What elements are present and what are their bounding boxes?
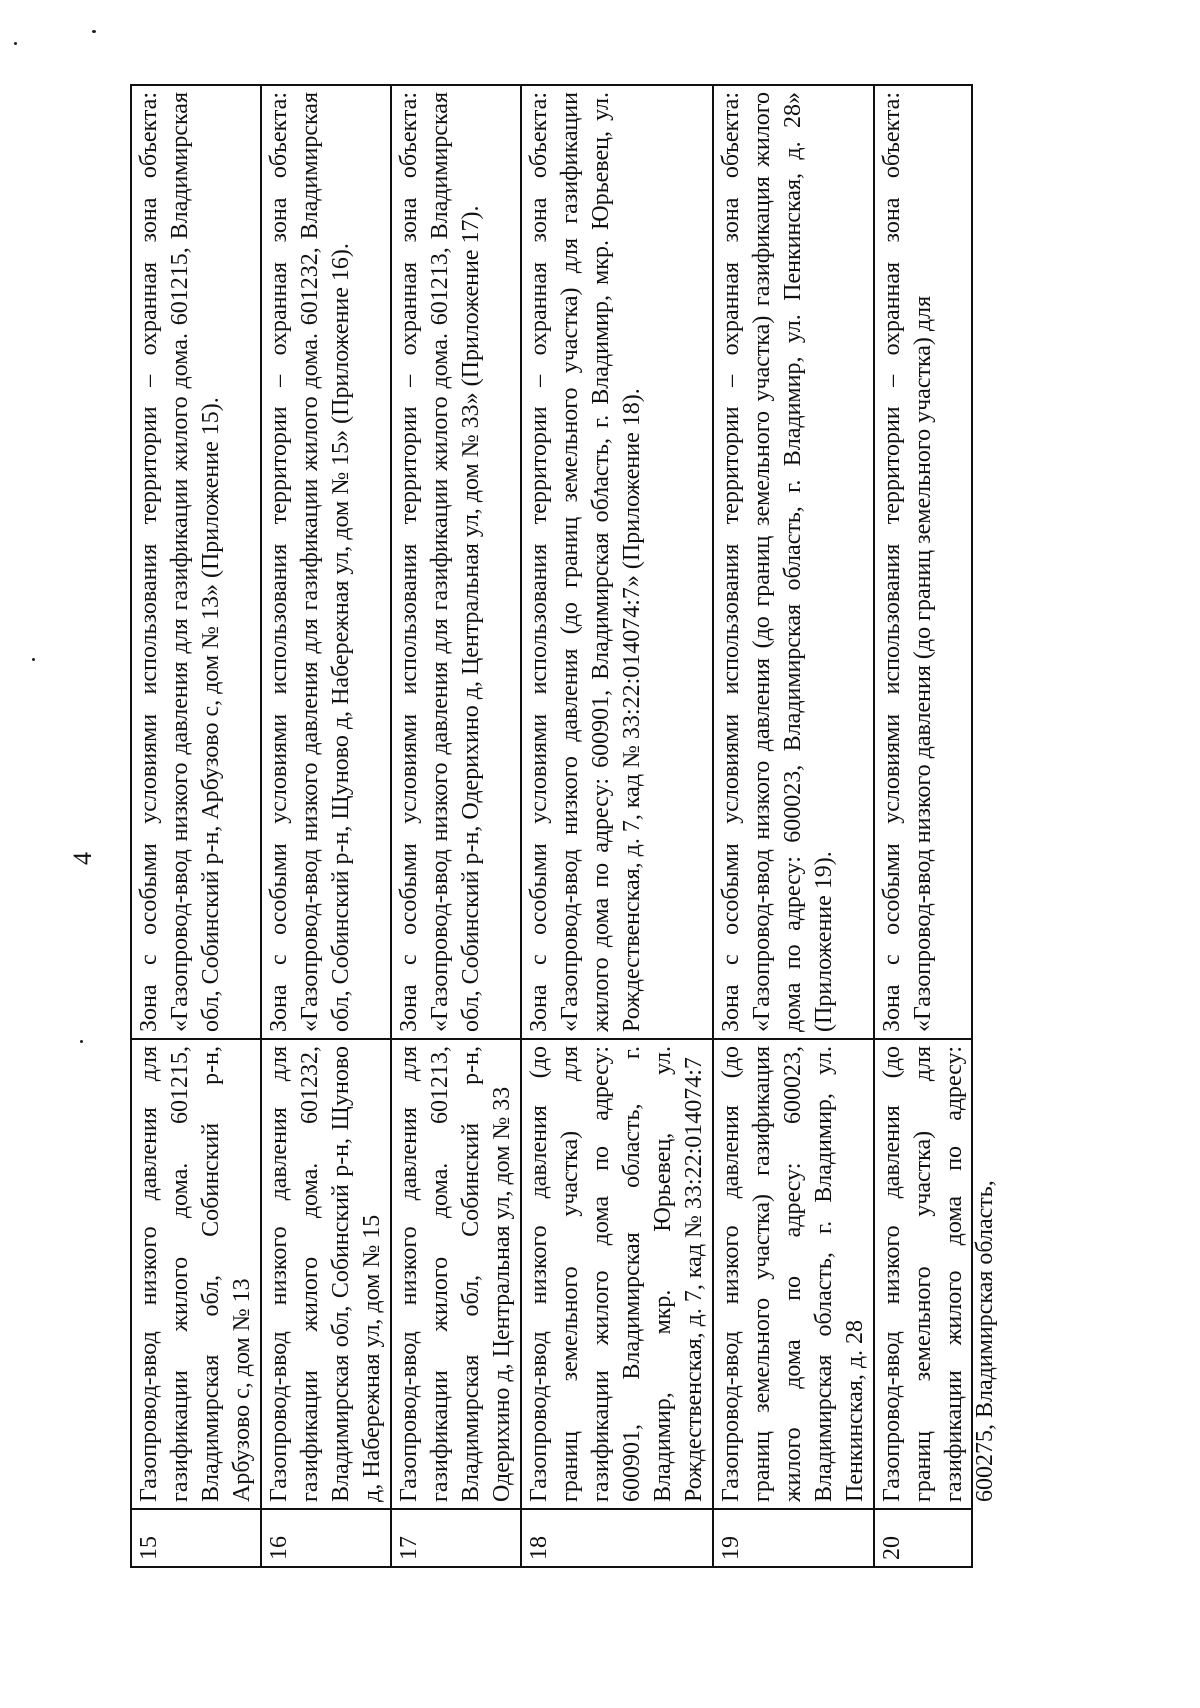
zone-description: Зона с особыми условиями использования территории – охранная зона объекта: «Газопровод-ввод низкого давления (до границ земельного участка) газификация жилого дома по адресу: 600023, Владимирская область, г. Владимир, ул. Пенкинская, д. 28» (Приложение 19). xyxy=(713,85,874,1039)
object-description-text: Газопровод-ввод низкого давления (до границ земельного участка) для газификации жилого дома по адресу: 600275, Владимирская область, xyxy=(879,1046,998,1502)
table-row xyxy=(874,85,972,1567)
scan-speck xyxy=(32,658,35,661)
row-number: 17 xyxy=(391,1509,521,1567)
row-number: 18 xyxy=(521,1509,713,1567)
object-description: Газопровод-ввод низкого давления для газификации жилого дома. 601213, Владимирская обл, Собинский р-н, Одерихино д, Центральная ул, дом № 33 xyxy=(391,1039,521,1509)
scan-speck xyxy=(92,30,96,33)
table-row xyxy=(261,85,391,1567)
object-description: Газопровод-ввод низкого давления для газификации жилого дома. 601232, Владимирская обл, Собинский р-н, Щуново д, Набережная ул, дом № 15 xyxy=(261,1039,391,1509)
row-number: 20 xyxy=(874,1509,972,1567)
object-description: Газопровод-ввод низкого давления (до границ земельного участка) газификация жилого дома по адресу: 600023, Владимирская область, г. Владимир, ул. Пенкинская, д. 28 xyxy=(713,1039,874,1509)
table-row xyxy=(131,85,261,1567)
rotated-table xyxy=(130,92,1095,1568)
zones-table xyxy=(130,84,998,1568)
zone-description: Зона с особыми условиями использования территории – охранная зона объекта: «Газопровод-ввод низкого давления для газификации жилого дома. 601232, Владимирская обл, Собинский р-н, Щуново д, Набережная ул, дом № 15» (Приложение 16). xyxy=(261,85,391,1039)
table-row xyxy=(521,85,713,1567)
table-row xyxy=(713,85,874,1567)
object-description: Газопровод-ввод низкого давления для газификации жилого дома. 601215, Владимирская обл, Собинский р-н, Арбузово с, дом № 13 xyxy=(131,1039,261,1509)
zone-description-text: Зона с особыми условиями использования территории – охранная зона объекта: «Газопровод-ввод низкого давления (до границ земельного участка) для xyxy=(879,92,936,1032)
page-number: 4 xyxy=(68,852,97,865)
row-number: 15 xyxy=(131,1509,261,1567)
zone-description xyxy=(874,85,972,1039)
object-description xyxy=(874,1039,998,1509)
row-number: 19 xyxy=(713,1509,874,1567)
zone-description: Зона с особыми условиями использования территории – охранная зона объекта: «Газопровод-ввод низкого давления для газификации жилого дома. 601213, Владимирская обл, Собинский р-н, Одерихино д, Центральная ул, дом № 33» (Приложение 17). xyxy=(391,85,521,1039)
table-row xyxy=(391,85,521,1567)
scan-speck xyxy=(14,42,17,45)
zone-description: Зона с особыми условиями использования территории – охранная зона объекта: «Газопровод-ввод низкого давления для газификации жилого дома. 601215, Владимирская обл, Собинский р-н, Арбузово с, дом № 13» (Приложение 15). xyxy=(131,85,261,1039)
object-description: Газопровод-ввод низкого давления (до границ земельного участка) для газификации жилого дома по адресу: 600901, Владимирская область, г. Владимир, мкр. Юрьевец, ул. Рождественская, д. 7, кад № 33:22:014074:7 xyxy=(521,1039,713,1509)
zone-description: Зона с особыми условиями использования территории – охранная зона объекта: «Газопровод-ввод низкого давления (до границ земельного участка) для газификации жилого дома по адресу: 600901, Владимирская область, г. Владимир, мкр. Юрьевец, ул. Рождественская, д. 7, кад № 33:22:014074:7» (Приложение 18). xyxy=(521,85,713,1039)
row-number: 16 xyxy=(261,1509,391,1567)
scan-speck xyxy=(80,1040,83,1043)
